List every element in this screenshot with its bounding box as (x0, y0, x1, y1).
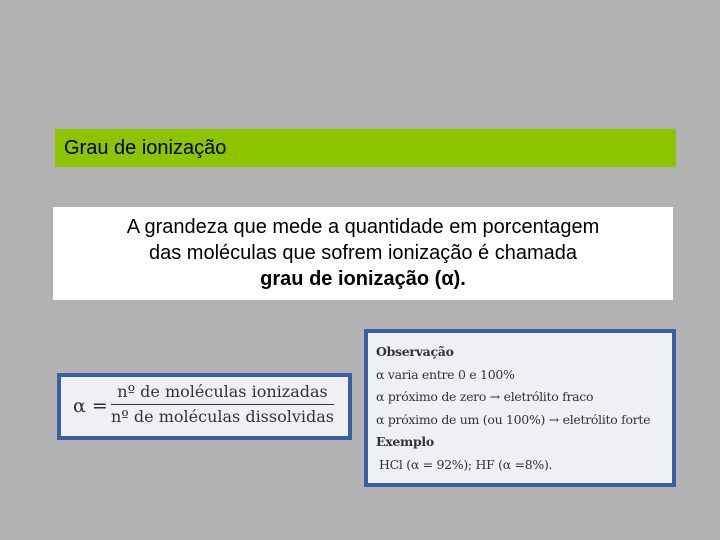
definition-line-2: das moléculas que sofrem ionização é chamada (148, 242, 578, 264)
observation-line-1: α varia entre 0 e 100% (376, 366, 515, 382)
formula-numerator: nº de moléculas ionizadas (111, 381, 334, 405)
observation-line-3: α próximo de um (ou 100%) → eletrólito forte (376, 411, 651, 427)
definition-line-1: A grandeza que mede a quantidade em porcentagem (126, 216, 600, 238)
formula-denominator: nº de moléculas dissolvidas (111, 407, 334, 426)
observation-line-2: α próximo de zero → eletrólito fraco (376, 389, 594, 404)
observation-box (364, 329, 676, 487)
observation-heading: Observação (376, 344, 454, 359)
definition-box (53, 207, 673, 300)
slide-title: Grau de ionização (64, 136, 227, 159)
formula-panel (61, 377, 348, 436)
formula-box (57, 373, 352, 440)
observation-panel (368, 333, 672, 483)
formula-fraction (111, 381, 334, 428)
slide-title-bar (55, 129, 676, 167)
example-heading: Exemplo (376, 434, 434, 449)
example-text: HCl (α = 92%); HF (α =8%). (379, 456, 553, 472)
definition-line-3: grau de ionização (α). (260, 268, 466, 290)
formula-lhs: α = (73, 395, 108, 417)
